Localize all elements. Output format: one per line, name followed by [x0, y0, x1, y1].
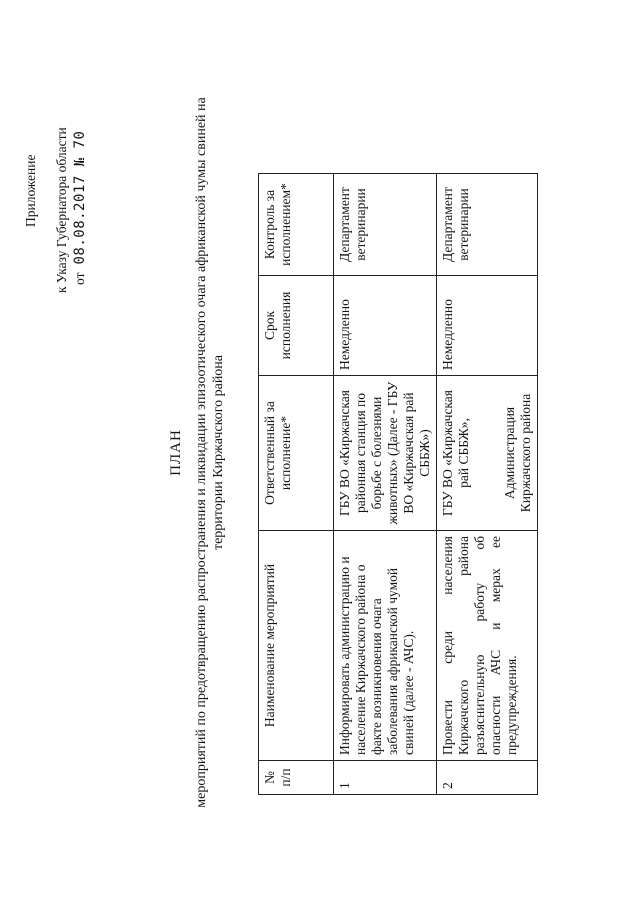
row-num: 2 — [437, 761, 538, 795]
appendix-label: Приложение — [23, 154, 38, 227]
row-term: Немедленно — [437, 276, 538, 376]
row-term: Немедленно — [334, 276, 437, 376]
plan-subtitle-line1: мероприятий по предотвращению распространения и ликвидации эпизоотического очага африканской чумы свиней на — [194, 97, 209, 808]
row-num: 1 — [334, 761, 437, 795]
plan-subtitle — [193, 20, 227, 885]
plan-title: ПЛАН — [168, 429, 184, 476]
appendix-date-value: 08.08.2017 № 70 — [72, 130, 88, 265]
row-control: Департамент ветеринарии — [437, 174, 538, 276]
row-responsible-secondary: Администрация Киржачского района — [502, 393, 533, 513]
appendix-date-prefix: от — [72, 272, 87, 285]
appendix-date — [71, 25, 89, 305]
table-row — [437, 174, 538, 795]
table-header-row — [259, 174, 334, 795]
appendix-block — [22, 25, 89, 305]
row-responsible — [437, 376, 538, 531]
header-responsible: Ответственный за исполнение* — [259, 376, 334, 531]
row-responsible-primary: ГБУ ВО «Киржачская рай СББЖ», — [440, 390, 471, 516]
title-block — [167, 20, 227, 885]
row-action: Информировать администрацию и население Киржачского района о факте возникновения очага заболевания африканской чумой свиней (далее - АЧС). — [334, 531, 437, 761]
appendix-decree: к Указу Губернатора области — [54, 127, 69, 293]
row-responsible: ГБУ ВО «Киржачская районная станция по борьбе с болезнями животных» (Далее - ГБУ ВО «Киржачская рай СББЖ») — [334, 376, 437, 531]
header-term: Срок исполнения — [259, 276, 334, 376]
table-row — [334, 174, 437, 795]
plan-table — [258, 173, 538, 795]
header-num: № п/п — [259, 761, 334, 795]
row-action: Провести среди населения Киржачского района разъяснительную работу об опасности АЧС и мерах ее предупреждения. — [437, 531, 538, 761]
header-action: Наименование мероприятий — [259, 531, 334, 761]
header-control: Контроль за исполнением* — [259, 174, 334, 276]
row-control: Департамент ветеринарии — [334, 174, 437, 276]
plan-subtitle-line2: территории Киржачского района — [211, 354, 226, 551]
